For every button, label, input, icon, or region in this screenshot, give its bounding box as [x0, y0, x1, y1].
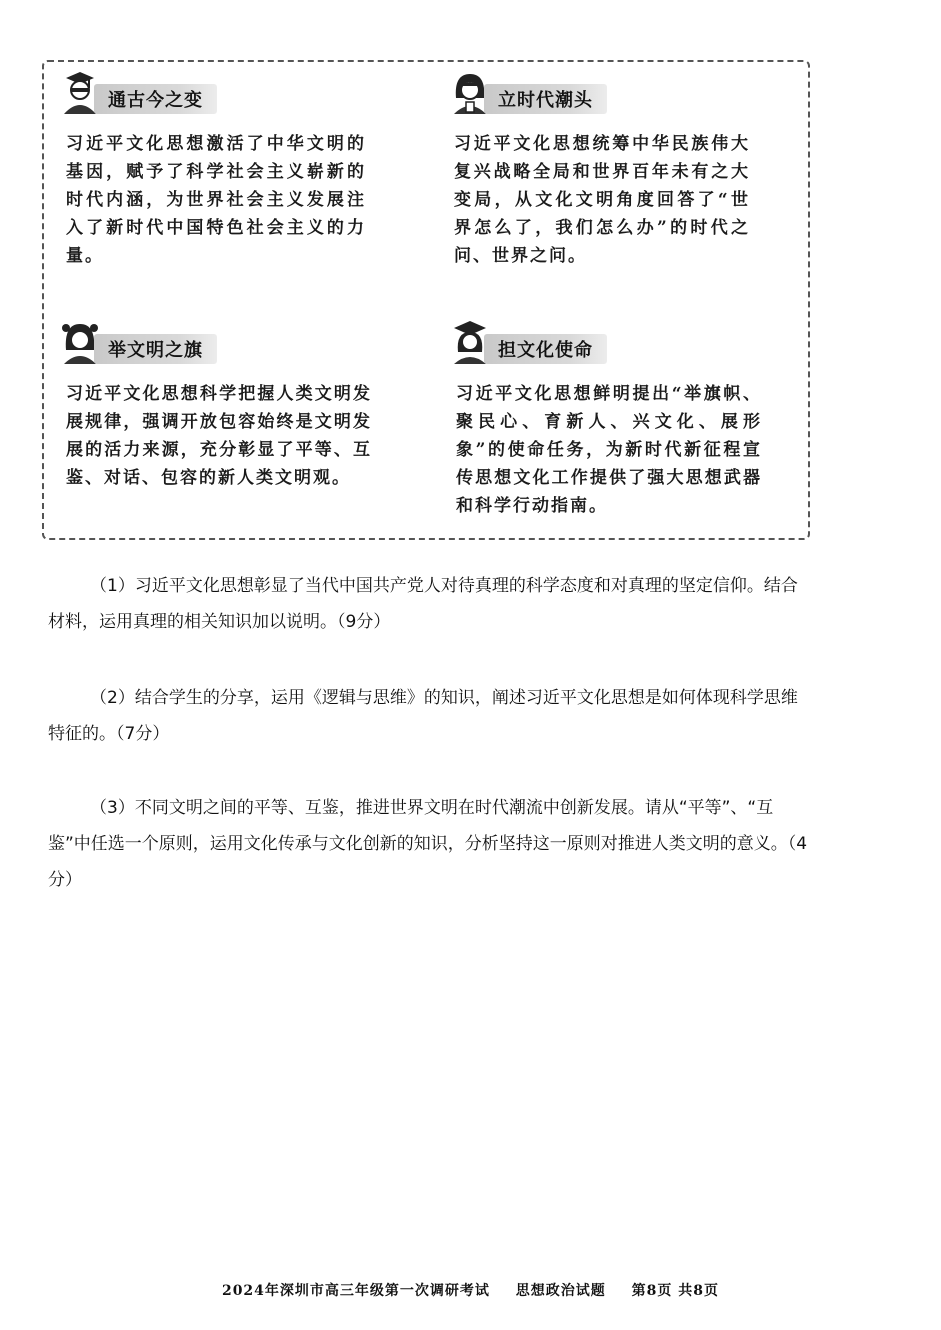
- card-ju-wen-ming: [58, 318, 398, 492]
- card-header: [58, 68, 398, 120]
- card-text: 习近平文化思想激活了中华文明的基因，赋予了科学社会主义崭新的时代内涵，为世界社会主义发展注入了新时代中国特色社会主义的力量。: [66, 134, 366, 266]
- material-box: [42, 60, 810, 540]
- footer-page-number: 第8页 共8页: [631, 1283, 720, 1299]
- card-text: 习近平文化思想统筹中华民族伟大复兴战略全局和世界百年未有之大变局，从文化文明角度回答了“世界怎么了，我们怎么办”的时代之问、世界之问。: [454, 134, 750, 266]
- card-header: [448, 68, 788, 120]
- card-text: 习近平文化思想科学把握人类文明发展规律，强调开放包容始终是文明发展的活力来源，充分彰显了平等、互鉴、对话、包容的新人类文明观。: [66, 384, 372, 488]
- page-footer: [0, 1280, 941, 1300]
- card-header: [448, 318, 788, 370]
- card-title: 立时代潮头: [484, 84, 607, 114]
- card-title: 通古今之变: [94, 84, 217, 114]
- footer-subject: 思想政治试题: [515, 1283, 606, 1299]
- question-3: （3）不同文明之间的平等、互鉴，推进世界文明在时代潮流中创新发展。请从“平等”、“互鉴”中任选一个原则，运用文化传承与文化创新的知识，分析坚持这一原则对推进人类文明的意义。（4分）: [48, 798, 808, 890]
- question-2: （2）结合学生的分享，运用《逻辑与思维》的知识，阐述习近平文化思想是如何体现科学思维特征的。（7分）: [48, 688, 798, 744]
- card-title: 举文明之旗: [94, 334, 217, 364]
- card-header: [58, 318, 398, 370]
- card-dan-wen-hua: [448, 318, 788, 520]
- card-tong-gu-jin: [58, 68, 398, 270]
- footer-exam-title: 2024年深圳市高三年级第一次调研考试: [221, 1283, 490, 1299]
- card-text: 习近平文化思想鲜明提出“举旗帜、聚民心、育新人、兴文化、展形象”的使命任务，为新时代新征程宣传思想文化工作提供了强大思想武器和科学行动指南。: [456, 384, 762, 516]
- card-li-shi-dai: [448, 68, 788, 270]
- card-title: 担文化使命: [484, 334, 607, 364]
- question-1: （1）习近平文化思想彰显了当代中国共产党人对待真理的科学态度和对真理的坚定信仰。结合材料，运用真理的相关知识加以说明。（9分）: [48, 576, 798, 632]
